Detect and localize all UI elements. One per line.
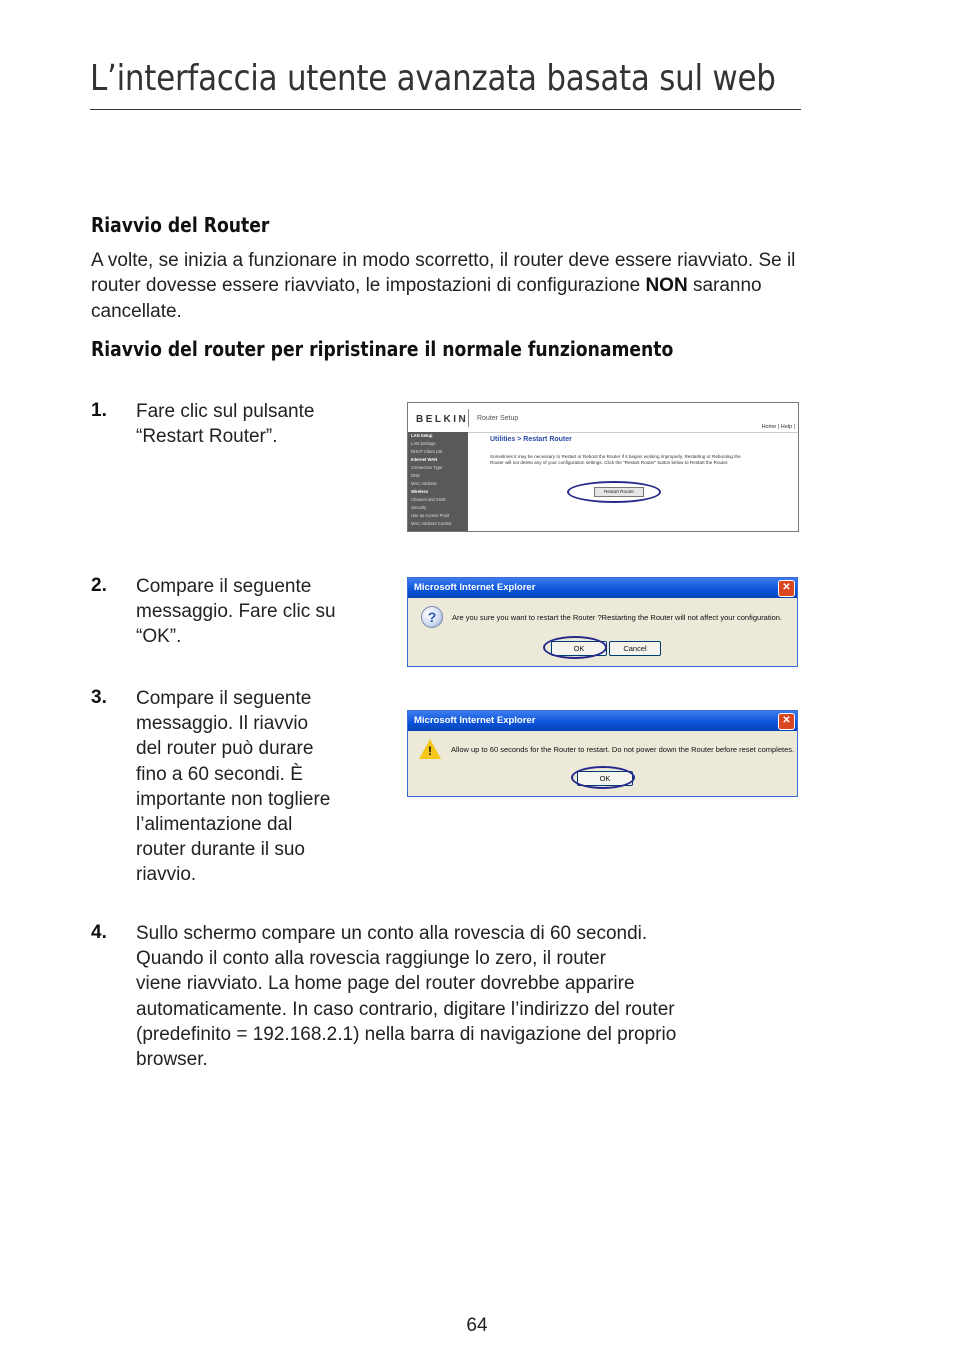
router-sidebar-item[interactable]: Connection Type	[411, 465, 443, 470]
step-2-line: messaggio. Fare clic su	[136, 601, 336, 623]
dialog-message: Are you sure you want to restart the Router ?Restarting the Router will not affect your configuration.	[452, 613, 783, 622]
router-sidebar-item[interactable]: MAC Address Control	[411, 521, 452, 526]
close-icon[interactable]: ✕	[778, 580, 795, 597]
router-setup-screenshot	[407, 402, 799, 532]
step-4-line: viene riavviato. La home page del router dovrebbe apparire	[136, 973, 635, 995]
router-sidebar-item[interactable]: MAC Address	[411, 481, 437, 486]
belkin-logo: BELKIN	[416, 414, 469, 425]
ok-button[interactable]: OK	[551, 641, 607, 656]
confirm-dialog	[407, 577, 798, 667]
warning-icon: !	[419, 739, 441, 759]
router-restart-message: Sometimes it may be necessary to Restart or Reboot the Router if it begins working improperly. Restarting or Rebooting the Router will not delete any of your configuration settings. Click the "Restart Router" button below to Restart the Router.	[490, 454, 741, 466]
restart-notice-dialog	[407, 710, 798, 797]
router-breadcrumb: Utilities > Restart Router	[490, 436, 572, 443]
step-3-line: Compare il seguente	[136, 688, 312, 709]
step-2-line: Compare il seguente	[136, 576, 312, 597]
step-1-line: “Restart Router”.	[136, 426, 278, 448]
logo-divider	[468, 409, 469, 427]
router-sidebar-item[interactable]: Wireless	[411, 489, 429, 494]
dialog-body	[411, 598, 794, 663]
router-setup-label: Router Setup	[477, 415, 519, 422]
router-sidebar-item[interactable]: LAN Settings	[411, 441, 436, 446]
router-sidebar-item[interactable]: Use as Access Point	[411, 513, 450, 518]
dialog-message: Allow up to 60 seconds for the Router to restart. Do not power down the Router before reset completes.	[451, 745, 795, 754]
ok-button[interactable]: OK	[577, 771, 633, 786]
step-4-line: browser.	[136, 1049, 208, 1071]
step-2-number: 2.	[91, 575, 107, 596]
step-3-line: l’alimentazione dal	[136, 814, 293, 836]
page-title: L’interfaccia utente avanzata basata sul web	[90, 58, 776, 99]
router-sidebar-item[interactable]: LAN Setup	[411, 433, 433, 438]
title-divider	[90, 109, 801, 110]
step-3-number: 3.	[91, 687, 107, 708]
step-1-text	[136, 399, 314, 449]
router-sidebar-item[interactable]: Security	[411, 505, 427, 510]
step-3-line: riavvio.	[136, 864, 197, 886]
dialog-title-bar	[408, 711, 797, 731]
subheading: Riavvio del router per ripristinare il normale funzionamento	[91, 337, 674, 361]
step-4-line: Quando il conto alla rovescia raggiunge lo zero, il router	[136, 948, 606, 970]
intro-paragraph	[91, 248, 811, 324]
intro-text-2: saranno cancellate.	[91, 275, 762, 322]
step-3-text	[136, 686, 330, 888]
step-2-line: “OK”.	[136, 626, 182, 648]
router-header-bar	[408, 403, 798, 433]
step-4-line: Sullo schermo compare un conto alla rovescia di 60 secondi.	[136, 923, 648, 944]
home-help-links[interactable]: Home | Help |	[761, 424, 795, 430]
intro-text-1: A volte, se inizia a funzionare in modo scorretto, il router deve essere riavviato. Se il router dovesse essere riavviato, le impostazioni di configurazione	[91, 250, 796, 297]
dialog-title-bar	[408, 578, 797, 598]
dialog-body	[411, 731, 794, 793]
step-3-line: importante non togliere	[136, 788, 331, 810]
close-icon[interactable]: ✕	[778, 713, 795, 730]
section-heading: Riavvio del Router	[91, 213, 270, 237]
restart-router-button[interactable]: Restart Router	[594, 487, 644, 497]
dialog-title: Microsoft Internet Explorer	[414, 715, 536, 726]
dialog-title: Microsoft Internet Explorer	[414, 582, 536, 593]
step-2-text	[136, 574, 336, 650]
router-sidebar-item[interactable]: Internet WAN	[411, 457, 438, 462]
step-4-line: (predefinito = 192.168.2.1) nella barra di navigazione del proprio	[136, 1023, 677, 1045]
step-4-number: 4.	[91, 922, 107, 943]
step-3-line: del router può durare	[136, 738, 314, 760]
step-3-line: router durante il suo	[136, 839, 305, 861]
intro-text-bold: NON	[645, 275, 688, 297]
router-sidebar-item[interactable]: DNS	[411, 473, 420, 478]
highlight-ellipse	[571, 766, 635, 789]
question-icon: ?	[421, 606, 443, 628]
highlight-ellipse	[567, 481, 661, 503]
step-4-text	[136, 921, 676, 1072]
step-1-number: 1.	[91, 400, 107, 421]
step-3-line: fino a 60 secondi. È	[136, 763, 303, 785]
step-3-line: messaggio. Il riavvio	[136, 713, 309, 735]
page-number: 64	[466, 1315, 488, 1336]
router-sidebar	[408, 432, 468, 531]
router-sidebar-item[interactable]: Channel and SSID	[411, 497, 446, 502]
step-1-line: Fare clic sul pulsante	[136, 401, 315, 422]
cancel-button[interactable]: Cancel	[609, 641, 661, 656]
router-sidebar-item[interactable]: DHCP Client List	[411, 449, 443, 454]
highlight-ellipse	[543, 636, 607, 659]
step-4-line: automaticamente. In caso contrario, digitare l’indirizzo del router	[136, 998, 675, 1020]
